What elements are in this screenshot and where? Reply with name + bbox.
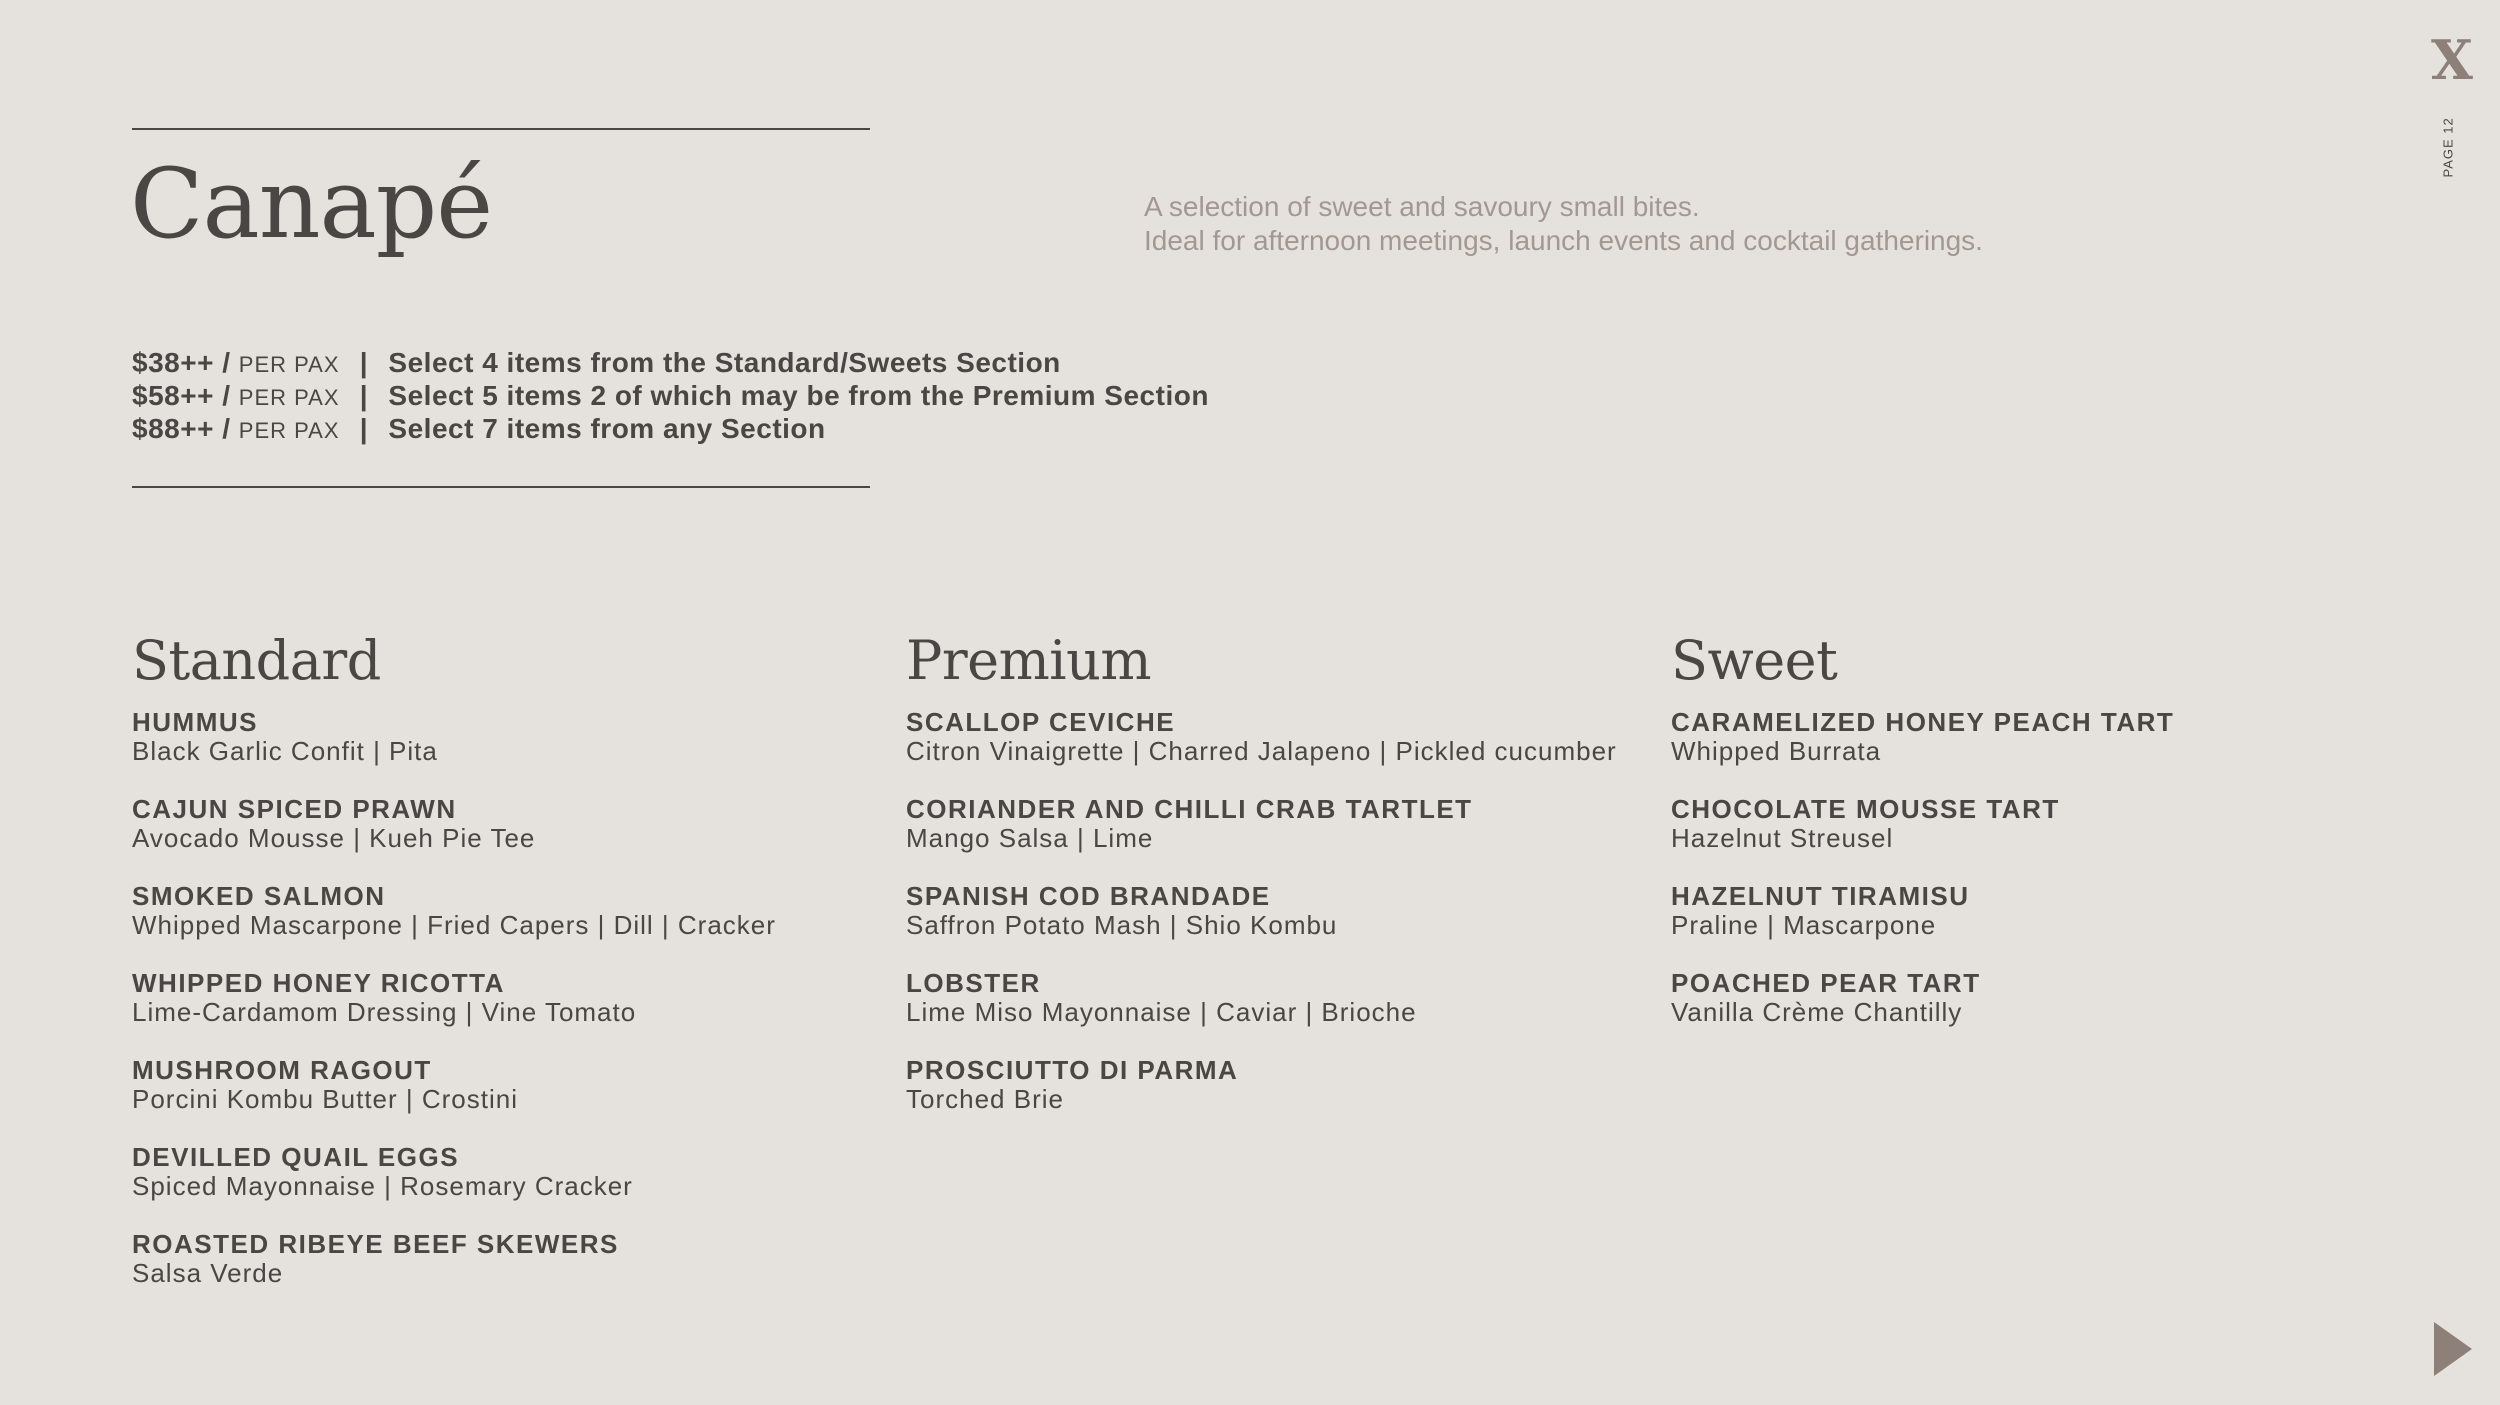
- menu-item-description: Spiced Mayonnaise | Rosemary Cracker: [132, 1171, 633, 1201]
- menu-item-name: SCALLOP CEVICHE: [906, 707, 1176, 737]
- bottom-divider: [132, 486, 870, 488]
- menu-item-name: SMOKED SALMON: [132, 881, 386, 911]
- price-amount: $88++ /: [132, 413, 231, 444]
- menu-item-name: CAJUN SPICED PRAWN: [132, 794, 457, 824]
- pricing-list: [132, 347, 1209, 446]
- menu-item-description: Praline | Mascarpone: [1671, 910, 1937, 940]
- menu-item: [906, 1056, 1626, 1113]
- close-icon[interactable]: X: [2431, 28, 2473, 92]
- price-separator: |: [359, 380, 369, 411]
- menu-item: [906, 708, 1626, 765]
- price-description: Select 5 items 2 of which may be from the Premium Section: [388, 380, 1209, 411]
- menu-item: [132, 795, 872, 852]
- menu-item-description: Black Garlic Confit | Pita: [132, 736, 438, 766]
- menu-item-description: Avocado Mousse | Kueh Pie Tee: [132, 823, 536, 853]
- price-separator: |: [359, 413, 369, 444]
- menu-item-description: Lime-Cardamom Dressing | Vine Tomato: [132, 997, 637, 1027]
- top-divider: [132, 128, 870, 130]
- menu-item: [906, 882, 1626, 939]
- sweet-section: [1671, 624, 2431, 1056]
- page-number-label: PAGE 12: [2440, 117, 2456, 178]
- menu-item-description: Mango Salsa | Lime: [906, 823, 1154, 853]
- menu-item-description: Whipped Mascarpone | Fried Capers | Dill | Cracker: [132, 910, 776, 940]
- price-amount: $38++ /: [132, 347, 231, 378]
- menu-item-name: SPANISH COD BRANDADE: [906, 881, 1271, 911]
- menu-item-name: CORIANDER AND CHILLI CRAB TARTLET: [906, 794, 1473, 824]
- menu-item-name: HAZELNUT TIRAMISU: [1671, 881, 1970, 911]
- menu-item-name: CARAMELIZED HONEY PEACH TART: [1671, 707, 2175, 737]
- section-title-sweet: Sweet: [1671, 629, 1838, 692]
- pricing-row: [132, 413, 1209, 446]
- menu-item-name: DEVILLED QUAIL EGGS: [132, 1142, 460, 1172]
- menu-item: [1671, 882, 2431, 939]
- menu-item: [906, 795, 1626, 852]
- section-title-standard: Standard: [132, 629, 381, 692]
- price-unit: PER PAX: [238, 352, 340, 377]
- menu-item: [132, 708, 872, 765]
- menu-item: [132, 1056, 872, 1113]
- menu-item-description: Saffron Potato Mash | Shio Kombu: [906, 910, 1338, 940]
- menu-item-name: HUMMUS: [132, 707, 258, 737]
- price-amount: $58++ /: [132, 380, 231, 411]
- menu-item: [132, 882, 872, 939]
- menu-item-description: Citron Vinaigrette | Charred Jalapeno | Pickled cucumber: [906, 736, 1617, 766]
- pricing-row: [132, 380, 1209, 413]
- menu-item: [906, 969, 1626, 1026]
- menu-item-name: WHIPPED HONEY RICOTTA: [132, 968, 505, 998]
- menu-item-name: CHOCOLATE MOUSSE TART: [1671, 794, 2060, 824]
- price-unit: PER PAX: [238, 385, 340, 410]
- menu-item-name: MUSHROOM RAGOUT: [132, 1055, 432, 1085]
- menu-item-name: ROASTED RIBEYE BEEF SKEWERS: [132, 1229, 619, 1259]
- menu-item-name: PROSCIUTTO DI PARMA: [906, 1055, 1239, 1085]
- price-description: Select 4 items from the Standard/Sweets Section: [388, 347, 1061, 378]
- menu-item: [132, 1230, 872, 1287]
- intro-text: [1144, 190, 1983, 258]
- menu-item-description: Torched Brie: [906, 1084, 1064, 1114]
- premium-section: [906, 624, 1626, 1143]
- menu-item-description: Salsa Verde: [132, 1258, 284, 1288]
- pricing-row: [132, 347, 1209, 380]
- menu-item: [1671, 795, 2431, 852]
- menu-item: [132, 1143, 872, 1200]
- section-title-premium: Premium: [906, 629, 1152, 692]
- menu-item: [132, 969, 872, 1026]
- menu-item-description: Whipped Burrata: [1671, 736, 1882, 766]
- price-description: Select 7 items from any Section: [388, 413, 826, 444]
- menu-item-name: POACHED PEAR TART: [1671, 968, 1981, 998]
- menu-item-description: Vanilla Crème Chantilly: [1671, 997, 1963, 1027]
- menu-item-description: Porcini Kombu Butter | Crostini: [132, 1084, 518, 1114]
- menu-item-description: Hazelnut Streusel: [1671, 823, 1894, 853]
- menu-item-name: LOBSTER: [906, 968, 1041, 998]
- price-unit: PER PAX: [238, 418, 340, 443]
- menu-item-description: Lime Miso Mayonnaise | Caviar | Brioche: [906, 997, 1417, 1027]
- intro-line-1: A selection of sweet and savoury small bites.: [1144, 191, 1700, 222]
- page-title: Canapé: [130, 148, 493, 260]
- intro-line-2: Ideal for afternoon meetings, launch events and cocktail gatherings.: [1144, 225, 1983, 256]
- standard-section: [132, 624, 872, 1317]
- next-page-icon[interactable]: [2434, 1322, 2472, 1376]
- menu-item: [1671, 708, 2431, 765]
- menu-item: [1671, 969, 2431, 1026]
- price-separator: |: [359, 347, 369, 378]
